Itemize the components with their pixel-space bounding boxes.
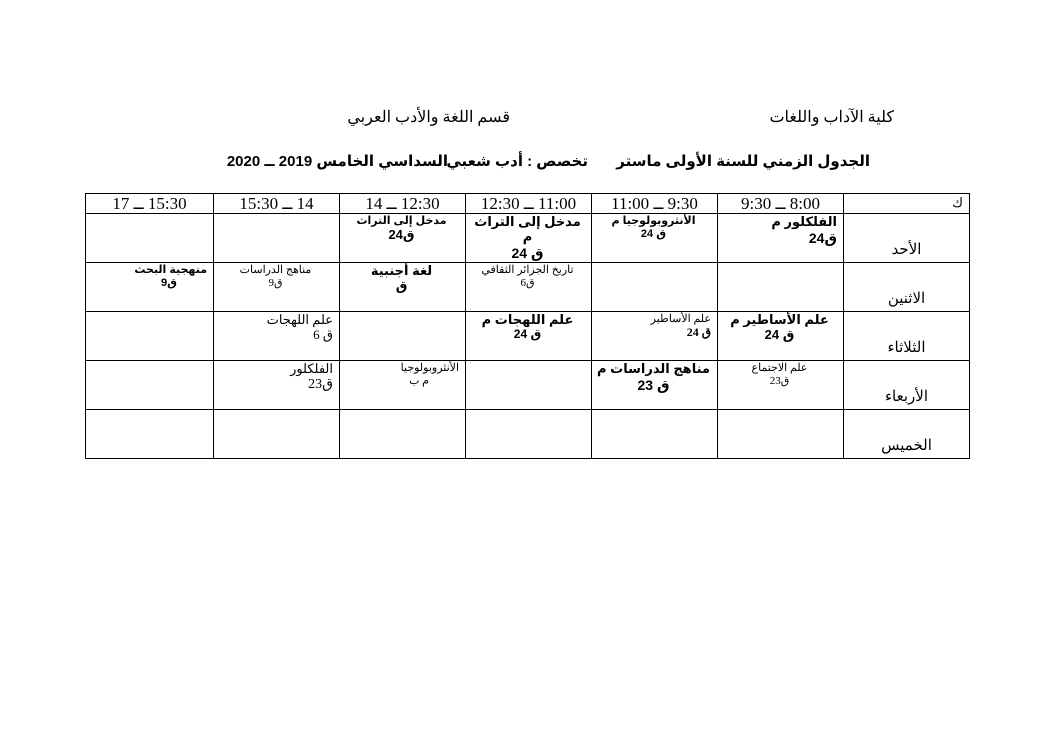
course-name: الأنثروبولوجيا [400,362,459,374]
course-name: تاريخ الجزائر الثقافي [481,264,574,276]
schedule-title: الجدول الزمني للسنة الأولى ماستر [616,153,870,170]
course-name: الفلكلور م [771,214,837,229]
room-label: ق 24 [686,324,711,339]
course-name: علم الاجتماع [751,362,808,374]
room-label: ق 23 [637,376,670,393]
schedule-cell [86,312,214,361]
schedule-cell [718,214,844,263]
room-label: ق [395,277,408,293]
table-row [86,361,970,410]
schedule-cell [340,263,466,312]
time-slot-5: 14 ــ 15:30 [214,194,340,214]
schedule-table [85,193,970,459]
day-name: الثلاثاء [844,312,970,361]
schedule-cell [340,361,466,410]
schedule-cell [214,263,340,312]
time-slot-2: 9:30 ــ 11:00 [592,194,718,214]
schedule-cell [340,214,466,263]
schedule-cell [86,214,214,263]
department-name: قسم اللغة والأدب العربي [347,109,510,126]
room-label: ق 6 [313,326,333,342]
specialty-label: تخصص : أدب شعبي [446,153,588,170]
course-name: لغة أجنبية [370,263,433,278]
corner-cell: ك [844,194,970,214]
schedule-cell [466,214,592,263]
schedule-cell [592,312,718,361]
schedule-cell [466,263,592,312]
room-label: ق9 [268,276,283,289]
course-name: مدخل إلى التراث [356,215,447,227]
schedule-cell [214,410,340,459]
table-row [86,410,970,459]
schedule-cell [214,312,340,361]
table-header-row [86,194,970,214]
schedule-cell [466,410,592,459]
schedule-cell [718,410,844,459]
day-name: الأحد [844,214,970,263]
day-name: الأربعاء [844,361,970,410]
course-name: مناهج الدراسات م [597,361,710,376]
table-row [86,312,970,361]
schedule-cell [86,361,214,410]
schedule-cell [718,263,844,312]
schedule-cell [214,361,340,410]
schedule-cell [718,312,844,361]
faculty-name: كلية الآداب واللغات [769,109,894,126]
room-label: ق24 [808,229,837,246]
schedule-cell [86,263,214,312]
schedule-cell [340,410,466,459]
schedule-cell [466,312,592,361]
course-name: علم الأساطير م [730,312,829,327]
schedule-cell [592,361,718,410]
day-name: الخميس [844,410,970,459]
course-name: مناهج الدراسات [239,264,312,276]
course-name: منهجية البحث [134,264,207,276]
time-slot-3: 11:00 ــ 12:30 [466,194,592,214]
room-label: م ب [409,374,429,387]
course-name: مدخل إلى التراث م [474,214,581,244]
course-name: علم اللهجات [266,312,333,327]
room-label: ق 24 [513,326,542,341]
schedule-cell [718,361,844,410]
schedule-cell [592,263,718,312]
time-slot-4: 12:30 ــ 14 [340,194,466,214]
room-label: ق 24 [764,326,795,342]
room-label: ق9 [161,276,177,289]
time-slot-1: 8:00 ــ 9:30 [718,194,844,214]
schedule-cell [592,214,718,263]
schedule-cell [466,361,592,410]
table-row [86,214,970,263]
time-slot-6: 15:30 ــ 17 [86,194,214,214]
room-label: ق 24 [640,227,667,240]
course-name: علم اللهجات م [481,312,574,327]
schedule-cell [340,312,466,361]
room-label: ق 24 [511,244,544,261]
schedule-cell [214,214,340,263]
course-name: الفلكلور [290,361,333,376]
schedule-cell [592,410,718,459]
day-name: الاثنين [844,263,970,312]
room-label: ق6 [520,276,535,289]
room-label: ق24 [388,226,415,242]
schedule-cell [86,410,214,459]
room-label: ق23 [308,376,333,392]
course-name: الأنثروبولوجيا م [611,215,696,227]
room-label: ق23 [769,374,790,387]
course-name: علم الأساطير [650,313,711,325]
table-row [86,263,970,312]
semester-label: السداسي الخامس 2019 ــ 2020 [226,153,448,170]
